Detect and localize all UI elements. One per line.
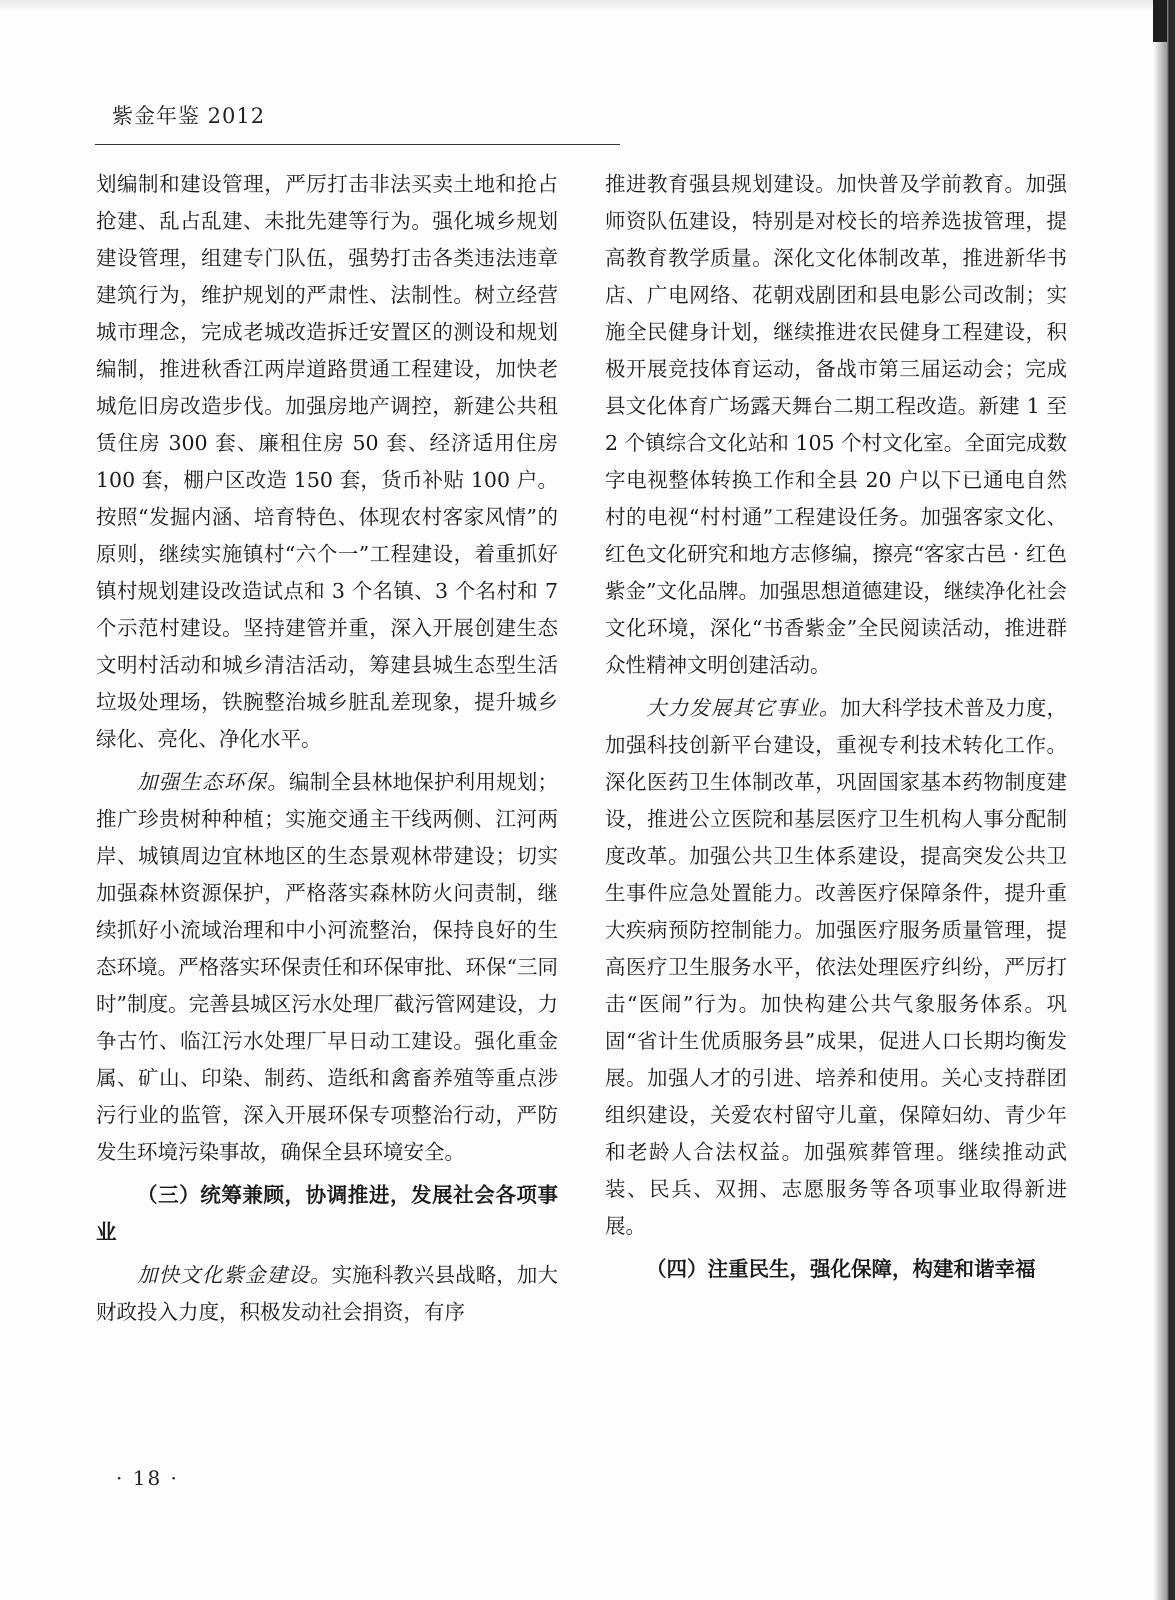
paragraph-urban-planning: 划编制和建设管理，严厉打击非法买卖土地和抢占抢建、乱占乱建、未批先建等行为。强化城乡规划建设管理，组建专门队伍，强势打击各类违法违章建筑行为，维护规划的严肃性、法制性。树立经营城市理念，完成老城改造拆迁安置区的测设和规划编制，推进秋香江两岸道路贯通工程建设，加快老城危旧房改造步伐。加强房地产调控，新建公共租赁住房 300 套、廉租住房 50 套、经济适用住房 100 套，棚户区改造 150 套，货币补贴 100 户。按照“发掘内涵、培育特色、体现农村客家风情”的原则，继续实施镇村“六个一”工程建设，着重抓好镇村规划建设改造试点和 3 个名镇、3 个名村和 7 个示范村建设。坚持建管并重，深入开展创建生态文明村活动和城乡清洁活动，筹建县城生态型生活垃圾处理场，铁腕整治城乡脏乱差现象，提升城乡绿化、亮化、净化水平。 xyxy=(96,172,558,751)
paragraph-lead: 加快文化紫金建设。 xyxy=(137,1263,332,1287)
paragraph-lead: 大力发展其它事业。 xyxy=(646,696,841,720)
paragraph-education: 推进教育强县规划建设。加快普及学前教育。加强师资队伍建设，特别是对校长的培养选拔管理，提高教育教学质量。深化文化体制改革，推进新华书店、广电网络、花朝戏剧团和县电影公司改制；实施全民健身计划，继续推进农民健身工程建设，积极开展竞技体育运动，备战市第三届运动会；完成县文化体育广场露天舞台二期工程改造。新建 1 至 2 个镇综合文化站和 105 个村文化室。全面完成数字电视整体转换工作和全县 20 户以下已通电自然村的电视“村村通”工程建设任务。加强客家文化、红色文化研究和地方志修编，擦亮“客家古邑 · 红色紫金”文化品牌。加强思想道德建设，继续净化社会文化环境，深化“书香紫金”全民阅读活动，推进群众性精神文明创建活动。 xyxy=(605,172,1067,677)
left-column xyxy=(96,166,558,1337)
scan-edge-top xyxy=(0,0,1175,12)
scan-corner-mark xyxy=(1153,0,1167,42)
page-number: · 18 · xyxy=(116,1466,179,1490)
paragraph-body: 实施科教兴县战略，加大财政投入力度，积极发动社会捐资，有序 xyxy=(96,1263,559,1324)
paragraph-body: 加大科学技术普及力度，加强科技创新平台建设，重视专利技术转化工作。深化医药卫生体制改革，巩固国家基本药物制度建设，推进公立医院和基层医疗卫生机构人事分配制度改革。加强公共卫生体系建设，提高突发公共卫生事件应急处置能力。改善医疗保障条件，提升重大疾病预防控制能力。加强医疗服务质量管理，提高医疗卫生服务水平，依法处理医疗纠纷，严厉打击“医闹”行为。加快构建公共气象服务体系。巩固“省计生优质服务县”成果，促进人口长期均衡发展。加强人才的引进、培养和使用。关心支持群团组织建设，关爱农村留守儿童，保障妇幼、青少年和老龄人合法权益。加强殡葬管理。继续推动武装、民兵、双拥、志愿服务等各项事业取得新进展。 xyxy=(605,696,1068,1238)
paragraph-ecology xyxy=(96,764,558,1171)
running-head: 紫金年鉴 2012 xyxy=(112,104,266,128)
paragraph-culture xyxy=(96,1257,558,1331)
paragraph-body: 编制全县林地保护利用规划；推广珍贵树种种植；实施交通主干线两侧、江河两岸、城镇周边宜林地区的生态景观林带建设；切实加强森林资源保护，严格落实森林防火问责制，继续抓好小流域治理和中小河流整治，保持良好的生态环境。严格落实环保责任和环保审批、环保“三同时”制度。完善县城区污水处理厂截污管网建设，力争古竹、临江污水处理厂早日动工建设。强化重金属、矿山、印染、制药、造纸和禽畜养殖等重点涉污行业的监管，深入开展环保专项整治行动，严防发生环境污染事故，确保全县环境安全。 xyxy=(96,770,559,1164)
section-heading-3: （三）统筹兼顾，协调推进，发展社会各项事业 xyxy=(96,1183,558,1244)
paragraph-other-affairs xyxy=(605,690,1067,1245)
section-heading-4: （四）注重民生，强化保障，构建和谐幸福 xyxy=(646,1257,1036,1281)
right-column xyxy=(605,166,1067,1294)
header-rule xyxy=(95,144,620,145)
paragraph-lead: 加强生态环保。 xyxy=(137,770,289,794)
scan-edge-right xyxy=(1153,0,1175,1600)
